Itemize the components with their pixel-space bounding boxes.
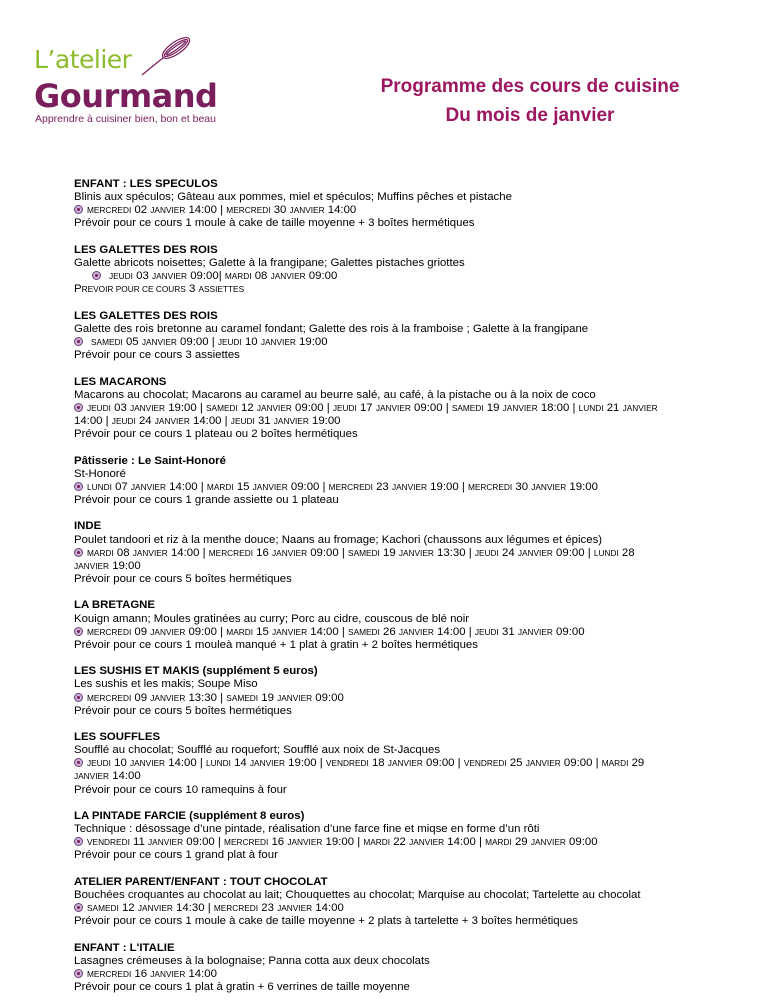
- course-title: ENFANT : LES SPECULOS: [74, 178, 218, 190]
- logo-tagline: Apprendre à cuisiner bien, bon et beau: [35, 113, 216, 125]
- bullet-icon: [74, 548, 83, 557]
- course-dates: JEUDI 10 JANVIER 14:00 | LUNDI 14 JANVIER 19:00 | VENDREDI 18 JANVIER 09:00 | VENDREDI 25 JANVIER 09:00 | MARDI 29: [74, 757, 714, 770]
- course-dates: LUNDI 07 JANVIER 14:00 | MARDI 15 JANVIER 09:00 | MERCREDI 23 JANVIER 19:00 | MERCREDI 30 JANVIER 19:00: [74, 481, 714, 494]
- course-menu: Galette des rois bretonne au caramel fondant; Galette des rois à la framboise ; Galette à la frangipane: [74, 322, 589, 335]
- course-dates: JEUDI 03 JANVIER 19:00 | SAMEDI 12 JANVIER 09:00 | JEUDI 17 JANVIER 09:00 | SAMEDI 19 JANVIER 18:00 | LUNDI 21 JANVIER: [74, 402, 714, 415]
- bullet-icon: [74, 337, 83, 346]
- course-dates-cont: JANVIER 14:00: [74, 770, 141, 783]
- bullet-icon: [74, 482, 83, 491]
- course-section: [74, 178, 714, 230]
- course-requirements: Prévoir pour ce cours 1 grand plat à four: [74, 849, 278, 862]
- course-title: INDE: [74, 520, 102, 533]
- course-dates: VENDREDI 11 JANVIER 09:00 | MERCREDI 16 JANVIER 19:00 | MARDI 22 JANVIER 14:00 | MARDI 29 JANVIER 09:00: [74, 836, 714, 849]
- bullet-icon: [74, 693, 83, 702]
- bullet-icon: [74, 205, 83, 214]
- course-dates: SAMEDI 05 JANVIER 09:00 | JEUDI 10 JANVIER 19:00: [74, 336, 714, 349]
- bullet-icon: [92, 271, 101, 280]
- course-requirements: Prévoir pour ce cours 1 mouleà manqué + 1 plat à gratin + 2 boîtes hermétiques: [74, 638, 478, 651]
- course-requirements: Prévoir pour ce cours 1 plat à gratin + 6 verrines de taille moyenne: [74, 981, 410, 994]
- course-section: [74, 665, 714, 717]
- course-dates: JEUDI 03 JANVIER 09:00| MARDI 08 JANVIER 09:00: [74, 270, 714, 283]
- course-dates: MARDI 08 JANVIER 14:00 | MERCREDI 16 JANVIER 09:00 | SAMEDI 19 JANVIER 13:30 | JEUDI 24 JANVIER 09:00 | LUNDI 28: [74, 547, 714, 560]
- course-section: [74, 810, 714, 862]
- course-requirements: Prévoir pour ce cours 1 plateau ou 2 boîtes hermétiques: [74, 428, 358, 440]
- course-requirements: PREVOIR POUR CE COURS 3 ASSIETTES: [74, 283, 245, 296]
- course-menu: St-Honoré: [74, 467, 126, 480]
- course-section: [74, 731, 714, 796]
- bullet-icon: [74, 403, 83, 412]
- course-menu: Kouign amann; Moules gratinées au curry; Porc au cidre, couscous de blé noir: [74, 612, 470, 625]
- course-menu: Lasagnes crémeuses à la bolognaise; Panna cotta aux deux chocolats: [74, 955, 430, 967]
- course-title: LES GALETTES DES ROIS: [74, 309, 218, 322]
- course-section: [74, 244, 714, 296]
- bullet-icon: [74, 903, 83, 912]
- course-menu: Soufflé au chocolat; Soufflé au roquefort; Soufflé aux noix de St-Jacques: [74, 744, 441, 757]
- course-menu: Bouchées croquantes au chocolat au lait; Chouquettes au chocolat; Marquise au chocolat; Tartelette au chocolat: [74, 889, 641, 902]
- logo: [34, 35, 218, 135]
- course-section: [74, 876, 714, 928]
- course-title: LES MACARONS: [74, 375, 167, 388]
- bullet-icon: [74, 627, 83, 636]
- course-menu: Macarons au chocolat; Macarons au caramel au beurre salé, au café, à la pistache ou à la noix de coco: [74, 388, 596, 401]
- bullet-icon: [74, 837, 83, 846]
- course-menu: Galette abricots noisettes; Galette à la frangipane; Galettes pistaches griottes: [74, 256, 465, 269]
- logo-line1: L’atelier: [34, 45, 132, 74]
- course-section: [74, 455, 714, 507]
- course-section: [74, 520, 714, 585]
- course-dates-cont: 14:00 | JEUDI 24 JANVIER 14:00 | JEUDI 31 JANVIER 19:00: [74, 414, 341, 427]
- course-title: Pâtisserie : Le Saint-Honoré: [74, 454, 226, 467]
- course-title: ENFANT : L'ITALIE: [74, 941, 175, 954]
- course-dates: MERCREDI 16 JANVIER 14:00: [74, 968, 714, 981]
- course-requirements: Prévoir pour ce cours 5 boîtes hermétiques: [74, 572, 292, 585]
- course-title: LES SOUFFLES: [74, 731, 161, 744]
- course-title: LA PINTADE FARCIE (supplément 8 euros): [74, 810, 305, 823]
- course-dates: SAMEDI 12 JANVIER 14:30 | MERCREDI 23 JANVIER 14:00: [74, 902, 714, 915]
- course-requirements: Prévoir pour ce cours 1 moule à cake de taille moyenne + 3 boîtes hermétiques: [74, 217, 475, 230]
- course-requirements: Prévoir pour ce cours 10 ramequins à four: [74, 783, 287, 796]
- course-title: LA BRETAGNE: [74, 599, 155, 612]
- course-requirements: Prévoir pour ce cours 1 grande assiette ou 1 plateau: [74, 493, 339, 506]
- whisk-icon: [134, 35, 194, 80]
- course-title: LES SUSHIS ET MAKIS (supplément 5 euros): [74, 665, 318, 678]
- course-requirements: Prévoir pour ce cours 3 assiettes: [74, 349, 240, 362]
- course-menu: Technique : désossage d’une pintade, réalisation d’une farce fine et miqse en forme d’un rôti: [74, 823, 540, 836]
- course-menu: Poulet tandoori et riz à la menthe douce; Naans au fromage; Kachori (chaussons aux légumes et épices): [74, 533, 603, 546]
- course-title: ATELIER PARENT/ENFANT : TOUT CHOCOLAT: [74, 876, 328, 889]
- course-section: [74, 310, 714, 362]
- course-title: LES GALETTES DES ROIS: [74, 243, 218, 256]
- bullet-icon: [74, 969, 83, 978]
- course-dates-cont: JANVIER 19:00: [74, 559, 141, 572]
- course-section: [74, 942, 714, 994]
- course-dates: MERCREDI 02 JANVIER 14:00 | MERCREDI 30 JANVIER 14:00: [74, 204, 714, 217]
- logo-line2: Gourmand: [34, 77, 218, 115]
- course-list: [74, 178, 714, 1008]
- page-title: Programme des cours de cuisine: [380, 76, 680, 97]
- course-dates: MERCREDI 09 JANVIER 13:30 | SAMEDI 19 JANVIER 09:00: [74, 692, 714, 705]
- course-menu: Les sushis et les makis; Soupe Miso: [74, 678, 258, 691]
- course-requirements: Prévoir pour ce cours 5 boîtes hermétiques: [74, 704, 292, 717]
- course-dates: MERCREDI 09 JANVIER 09:00 | MARDI 15 JANVIER 14:00 | SAMEDI 26 JANVIER 14:00 | JEUDI 31 JANVIER 09:00: [74, 626, 714, 639]
- course-menu: Blinis aux spéculos; Gâteau aux pommes, miel et spéculos; Muffins pêches et pistache: [74, 191, 512, 204]
- page-subtitle: Du mois de janvier: [445, 105, 615, 126]
- course-section: [74, 599, 714, 651]
- bullet-icon: [74, 758, 83, 767]
- course-section: [74, 376, 714, 441]
- course-requirements: Prévoir pour ce cours 1 moule à cake de taille moyenne + 2 plats à tartelette + 3 boîtes hermétiques: [74, 915, 579, 928]
